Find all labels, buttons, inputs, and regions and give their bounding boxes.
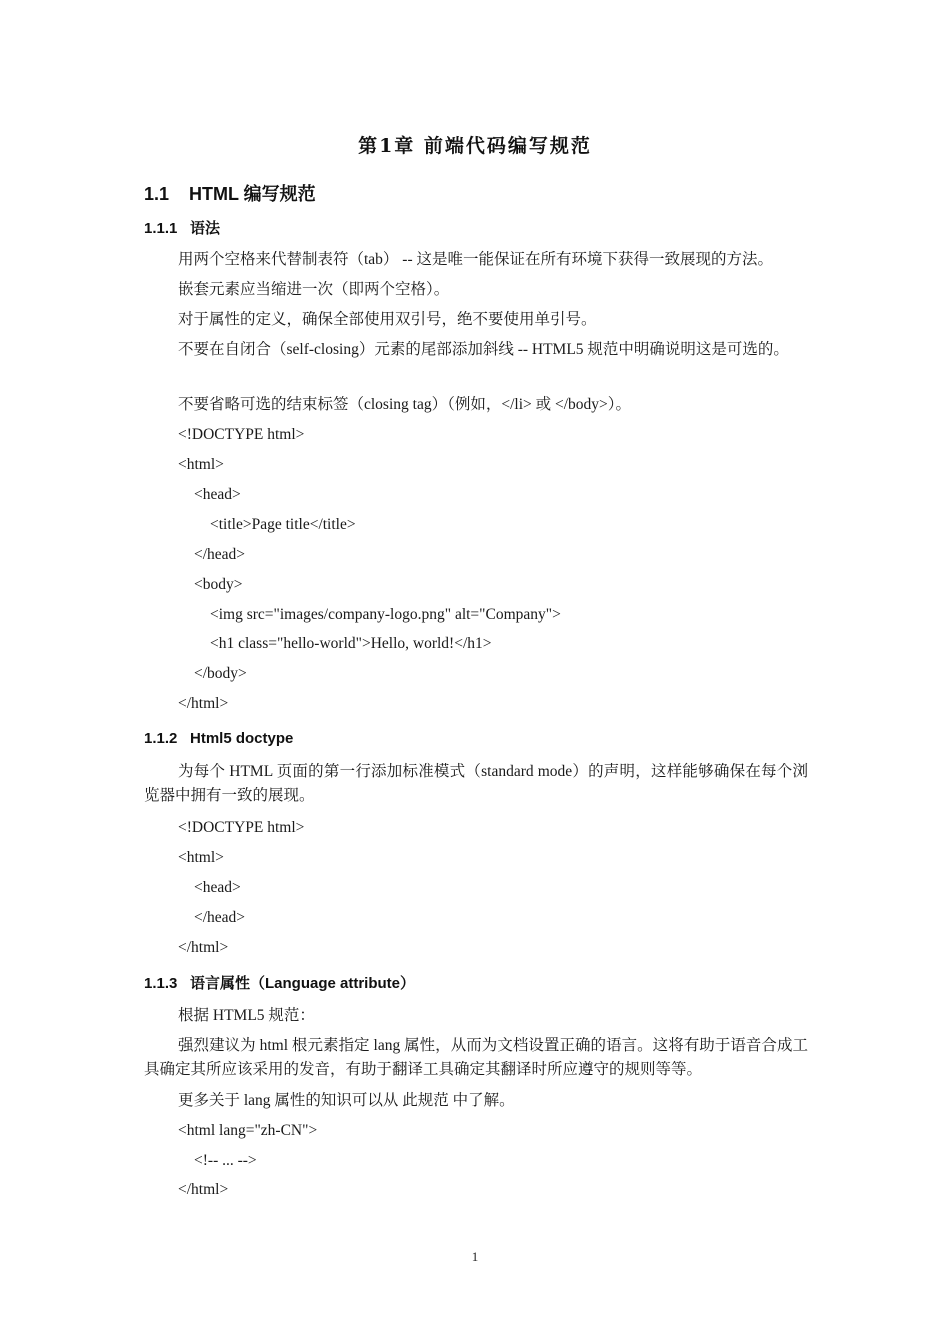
code-line: </html> (178, 695, 229, 712)
code-line: <head> (194, 486, 241, 503)
code-line: <html> (178, 849, 224, 866)
paragraph: 为每个 HTML 页面的第一行添加标准模式（standard mode）的声明，这样能够确保在每个浏览器中拥有一致的展现。 (144, 763, 808, 804)
code-line: </html> (178, 939, 229, 956)
paragraph: 用两个空格来代替制表符（tab） -- 这是唯一能保证在所有环境下获得一致展现的方法。 (178, 251, 774, 268)
subsection-number: 1.1.1 (144, 220, 178, 237)
subsection-heading-language (144, 972, 415, 993)
subsection-title: 语言属性（Language attribute） (190, 975, 416, 992)
paragraph: 根据 HTML5 规范： (178, 1007, 315, 1024)
subsection-title: Html5 doctype (190, 730, 294, 747)
code-line: <!-- ... --> (194, 1152, 257, 1169)
code-line: <html> (178, 456, 224, 473)
subsection-heading-syntax (144, 217, 220, 238)
code-line: <!DOCTYPE html> (178, 819, 305, 836)
paragraph: 不要省略可选的结束标签（closing tag）（例如，</li> 或 </body>）。 (178, 396, 632, 413)
section-number: 1.1 (144, 184, 170, 204)
subsection-number: 1.1.2 (144, 730, 178, 747)
paragraph: 更多关于 lang 属性的知识可以从 此规范 中了解。 (178, 1092, 515, 1109)
chapter-title: 第1章 前端代码编写规范 (358, 135, 592, 157)
subsection-heading-doctype (144, 730, 293, 747)
section-title: HTML 编写规范 (189, 184, 316, 204)
code-line: <html lang="zh-CN"> (178, 1122, 318, 1139)
code-line: </head> (194, 909, 246, 926)
subsection-title: 语法 (190, 220, 221, 237)
code-line: <!DOCTYPE html> (178, 426, 305, 443)
code-line: <body> (194, 576, 243, 593)
code-line: <h1 class="hello-world">Hello, world!</h1> (210, 635, 492, 652)
code-line: </head> (194, 546, 246, 563)
page-number: 1 (471, 1249, 479, 1264)
section-heading (144, 180, 316, 206)
code-line: </html> (178, 1181, 229, 1198)
code-line: <head> (194, 879, 241, 896)
code-line: <img src="images/company-logo.png" alt="Company"> (210, 606, 561, 623)
paragraph: 强烈建议为 html 根元素指定 lang 属性，从而为文档设置正确的语言。这将有助于语音合成工具确定其所应该采用的发音，有助于翻译工具确定其翻译时所应遵守的规则等等。 (144, 1037, 808, 1078)
paragraph: 对于属性的定义，确保全部使用双引号，绝不要使用单引号。 (178, 311, 597, 328)
paragraph: 嵌套元素应当缩进一次（即两个空格）。 (178, 281, 450, 298)
code-line: <title>Page title</title> (210, 516, 356, 533)
subsection-number: 1.1.3 (144, 975, 178, 992)
paragraph: 不要在自闭合（self-closing）元素的尾部添加斜线 -- HTML5 规范中明确说明这是可选的。 (178, 341, 789, 358)
code-line: </body> (194, 665, 247, 682)
